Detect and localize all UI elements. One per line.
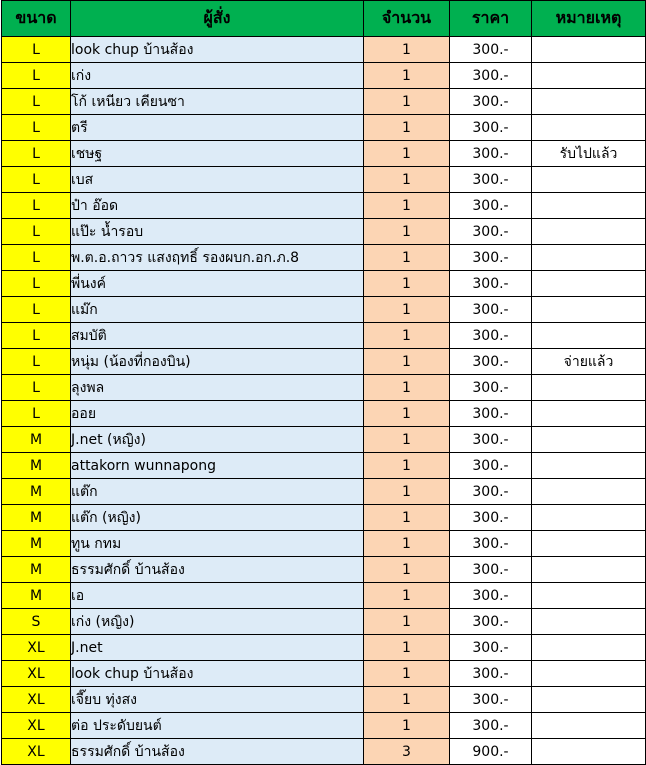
size-cell[interactable]: L — [2, 37, 71, 63]
name-cell[interactable]: ทูน กทม — [71, 531, 364, 557]
note-cell[interactable] — [532, 453, 646, 479]
qty-cell[interactable]: 1 — [364, 401, 450, 427]
table-row — [2, 323, 646, 349]
size-cell[interactable]: L — [2, 115, 71, 141]
name-cell[interactable]: แป๊ะ น้ำรอบ — [71, 219, 364, 245]
price-cell[interactable]: 300.- — [450, 557, 532, 583]
qty-cell[interactable]: 3 — [364, 739, 450, 765]
note-cell[interactable] — [532, 193, 646, 219]
note-cell[interactable] — [532, 713, 646, 739]
name-cell[interactable]: ตรี — [71, 115, 364, 141]
table-row — [2, 219, 646, 245]
header-note[interactable]: หมายเหตุ — [532, 1, 646, 37]
table-body — [2, 37, 646, 765]
name-cell[interactable]: look chup บ้านส้อง — [71, 661, 364, 687]
note-cell[interactable] — [532, 375, 646, 401]
qty-cell[interactable]: 1 — [364, 219, 450, 245]
name-cell[interactable]: เอ — [71, 583, 364, 609]
qty-cell[interactable]: 1 — [364, 167, 450, 193]
table-row — [2, 453, 646, 479]
price-cell[interactable]: 300.- — [450, 193, 532, 219]
name-cell[interactable]: J.net — [71, 635, 364, 661]
size-cell[interactable]: L — [2, 63, 71, 89]
size-cell[interactable]: M — [2, 453, 71, 479]
qty-cell[interactable]: 1 — [364, 375, 450, 401]
table-row — [2, 63, 646, 89]
size-cell[interactable]: M — [2, 427, 71, 453]
size-cell[interactable]: M — [2, 557, 71, 583]
qty-cell[interactable]: 1 — [364, 609, 450, 635]
table-row — [2, 739, 646, 765]
name-cell[interactable]: แม๊ก — [71, 297, 364, 323]
note-cell[interactable] — [532, 583, 646, 609]
size-cell[interactable]: XL — [2, 635, 71, 661]
price-cell[interactable]: 300.- — [450, 401, 532, 427]
price-cell[interactable]: 300.- — [450, 323, 532, 349]
price-cell[interactable]: 300.- — [450, 37, 532, 63]
note-cell[interactable] — [532, 115, 646, 141]
price-cell[interactable]: 300.- — [450, 63, 532, 89]
note-cell[interactable] — [532, 271, 646, 297]
size-cell[interactable]: XL — [2, 687, 71, 713]
name-cell[interactable]: look chup บ้านส้อง — [71, 37, 364, 63]
price-cell[interactable]: 300.- — [450, 167, 532, 193]
table-row — [2, 687, 646, 713]
price-cell[interactable]: 300.- — [450, 141, 532, 167]
table-row — [2, 635, 646, 661]
size-cell[interactable]: M — [2, 531, 71, 557]
table-row — [2, 427, 646, 453]
note-cell[interactable] — [532, 505, 646, 531]
note-cell[interactable] — [532, 609, 646, 635]
qty-cell[interactable]: 1 — [364, 453, 450, 479]
name-cell[interactable]: เบส — [71, 167, 364, 193]
table-row — [2, 479, 646, 505]
note-cell[interactable] — [532, 687, 646, 713]
name-cell[interactable]: พี่นงค์ — [71, 271, 364, 297]
note-cell[interactable] — [532, 219, 646, 245]
qty-cell[interactable]: 1 — [364, 661, 450, 687]
price-cell[interactable]: 300.- — [450, 531, 532, 557]
note-cell[interactable] — [532, 739, 646, 765]
table-row — [2, 297, 646, 323]
qty-cell[interactable]: 1 — [364, 635, 450, 661]
name-cell[interactable]: เจี๊ยบ ทุ่งสง — [71, 687, 364, 713]
header-row — [2, 1, 646, 37]
size-cell[interactable]: S — [2, 609, 71, 635]
price-cell[interactable]: 300.- — [450, 427, 532, 453]
size-cell[interactable]: L — [2, 193, 71, 219]
name-cell[interactable]: J.net (หญิง) — [71, 427, 364, 453]
note-cell[interactable] — [532, 167, 646, 193]
qty-cell[interactable]: 1 — [364, 557, 450, 583]
qty-cell[interactable]: 1 — [364, 63, 450, 89]
qty-cell[interactable]: 1 — [364, 713, 450, 739]
table-row — [2, 245, 646, 271]
price-cell[interactable]: 300.- — [450, 583, 532, 609]
price-cell[interactable]: 300.- — [450, 245, 532, 271]
header-size[interactable]: ขนาด — [2, 1, 71, 37]
qty-cell[interactable]: 1 — [364, 583, 450, 609]
name-cell[interactable]: ต่อ ประดับยนต์ — [71, 713, 364, 739]
name-cell[interactable]: แต๊ก — [71, 479, 364, 505]
size-cell[interactable]: XL — [2, 713, 71, 739]
size-cell[interactable]: L — [2, 401, 71, 427]
qty-cell[interactable]: 1 — [364, 505, 450, 531]
name-cell[interactable]: เชษฐ — [71, 141, 364, 167]
price-cell[interactable]: 300.- — [450, 635, 532, 661]
name-cell[interactable]: attakorn wunnapong — [71, 453, 364, 479]
table-row — [2, 505, 646, 531]
header-name[interactable]: ผู้สั่ง — [71, 1, 364, 37]
table-row — [2, 115, 646, 141]
table-row — [2, 141, 646, 167]
table-row — [2, 349, 646, 375]
size-cell[interactable]: L — [2, 375, 71, 401]
size-cell[interactable]: M — [2, 505, 71, 531]
note-cell[interactable]: รับไปแล้ว — [532, 141, 646, 167]
table-row — [2, 375, 646, 401]
name-cell[interactable]: ป๋า อ๊อด — [71, 193, 364, 219]
size-cell[interactable]: L — [2, 349, 71, 375]
table-row — [2, 89, 646, 115]
table-row — [2, 167, 646, 193]
name-cell[interactable]: หนุ่ม (น้องที่กองบิน) — [71, 349, 364, 375]
qty-cell[interactable]: 1 — [364, 323, 450, 349]
name-cell[interactable]: เก่ง — [71, 63, 364, 89]
size-cell[interactable]: M — [2, 479, 71, 505]
name-cell[interactable]: ธรรมศักดิ์ บ้านส้อง — [71, 557, 364, 583]
note-cell[interactable] — [532, 323, 646, 349]
size-cell[interactable]: L — [2, 245, 71, 271]
price-cell[interactable]: 300.- — [450, 297, 532, 323]
table-row — [2, 271, 646, 297]
name-cell[interactable]: ธรรมศักดิ์ บ้านส้อง — [71, 739, 364, 765]
note-cell[interactable] — [532, 557, 646, 583]
table-row — [2, 401, 646, 427]
table-row — [2, 531, 646, 557]
price-cell[interactable]: 300.- — [450, 687, 532, 713]
note-cell[interactable] — [532, 479, 646, 505]
note-cell[interactable]: จ่ายแล้ว — [532, 349, 646, 375]
table-row — [2, 713, 646, 739]
size-cell[interactable]: L — [2, 297, 71, 323]
name-cell[interactable]: สมบัติ — [71, 323, 364, 349]
qty-cell[interactable]: 1 — [364, 479, 450, 505]
qty-cell[interactable]: 1 — [364, 427, 450, 453]
note-cell[interactable] — [532, 89, 646, 115]
price-cell[interactable]: 300.- — [450, 453, 532, 479]
order-table — [1, 0, 646, 765]
size-cell[interactable]: XL — [2, 739, 71, 765]
size-cell[interactable]: M — [2, 583, 71, 609]
price-cell[interactable]: 300.- — [450, 375, 532, 401]
price-cell[interactable]: 300.- — [450, 115, 532, 141]
qty-cell[interactable]: 1 — [364, 37, 450, 63]
qty-cell[interactable]: 1 — [364, 297, 450, 323]
qty-cell[interactable]: 1 — [364, 141, 450, 167]
size-cell[interactable]: L — [2, 219, 71, 245]
note-cell[interactable] — [532, 635, 646, 661]
qty-cell[interactable]: 1 — [364, 245, 450, 271]
qty-cell[interactable]: 1 — [364, 115, 450, 141]
size-cell[interactable]: L — [2, 323, 71, 349]
size-cell[interactable]: L — [2, 89, 71, 115]
qty-cell[interactable]: 1 — [364, 193, 450, 219]
table-row — [2, 193, 646, 219]
name-cell[interactable]: เก่ง (หญิง) — [71, 609, 364, 635]
name-cell[interactable]: ลุงพล — [71, 375, 364, 401]
table-row — [2, 609, 646, 635]
qty-cell[interactable]: 1 — [364, 687, 450, 713]
qty-cell[interactable]: 1 — [364, 89, 450, 115]
size-cell[interactable]: L — [2, 167, 71, 193]
price-cell[interactable]: 300.- — [450, 609, 532, 635]
table-row — [2, 557, 646, 583]
name-cell[interactable]: โก้ เหนียว เคียนซา — [71, 89, 364, 115]
table-row — [2, 37, 646, 63]
size-cell[interactable]: XL — [2, 661, 71, 687]
qty-cell[interactable]: 1 — [364, 349, 450, 375]
price-cell[interactable]: 300.- — [450, 479, 532, 505]
note-cell[interactable] — [532, 401, 646, 427]
price-cell[interactable]: 300.- — [450, 661, 532, 687]
price-cell[interactable]: 300.- — [450, 89, 532, 115]
price-cell[interactable]: 300.- — [450, 349, 532, 375]
note-cell[interactable] — [532, 427, 646, 453]
header-qty[interactable]: จำนวน — [364, 1, 450, 37]
note-cell[interactable] — [532, 661, 646, 687]
note-cell[interactable] — [532, 297, 646, 323]
note-cell[interactable] — [532, 37, 646, 63]
note-cell[interactable] — [532, 245, 646, 271]
table-row — [2, 583, 646, 609]
price-cell[interactable]: 300.- — [450, 505, 532, 531]
note-cell[interactable] — [532, 63, 646, 89]
header-price[interactable]: ราคา — [450, 1, 532, 37]
table-row — [2, 661, 646, 687]
size-cell[interactable]: L — [2, 271, 71, 297]
qty-cell[interactable]: 1 — [364, 271, 450, 297]
name-cell[interactable]: พ.ต.อ.ถาวร แสงฤทธิ์ รองผบก.อก.ภ.8 — [71, 245, 364, 271]
price-cell[interactable]: 300.- — [450, 713, 532, 739]
note-cell[interactable] — [532, 531, 646, 557]
price-cell[interactable]: 900.- — [450, 739, 532, 765]
price-cell[interactable]: 300.- — [450, 271, 532, 297]
size-cell[interactable]: L — [2, 141, 71, 167]
name-cell[interactable]: ออย — [71, 401, 364, 427]
name-cell[interactable]: แต๊ก (หญิง) — [71, 505, 364, 531]
price-cell[interactable]: 300.- — [450, 219, 532, 245]
qty-cell[interactable]: 1 — [364, 531, 450, 557]
